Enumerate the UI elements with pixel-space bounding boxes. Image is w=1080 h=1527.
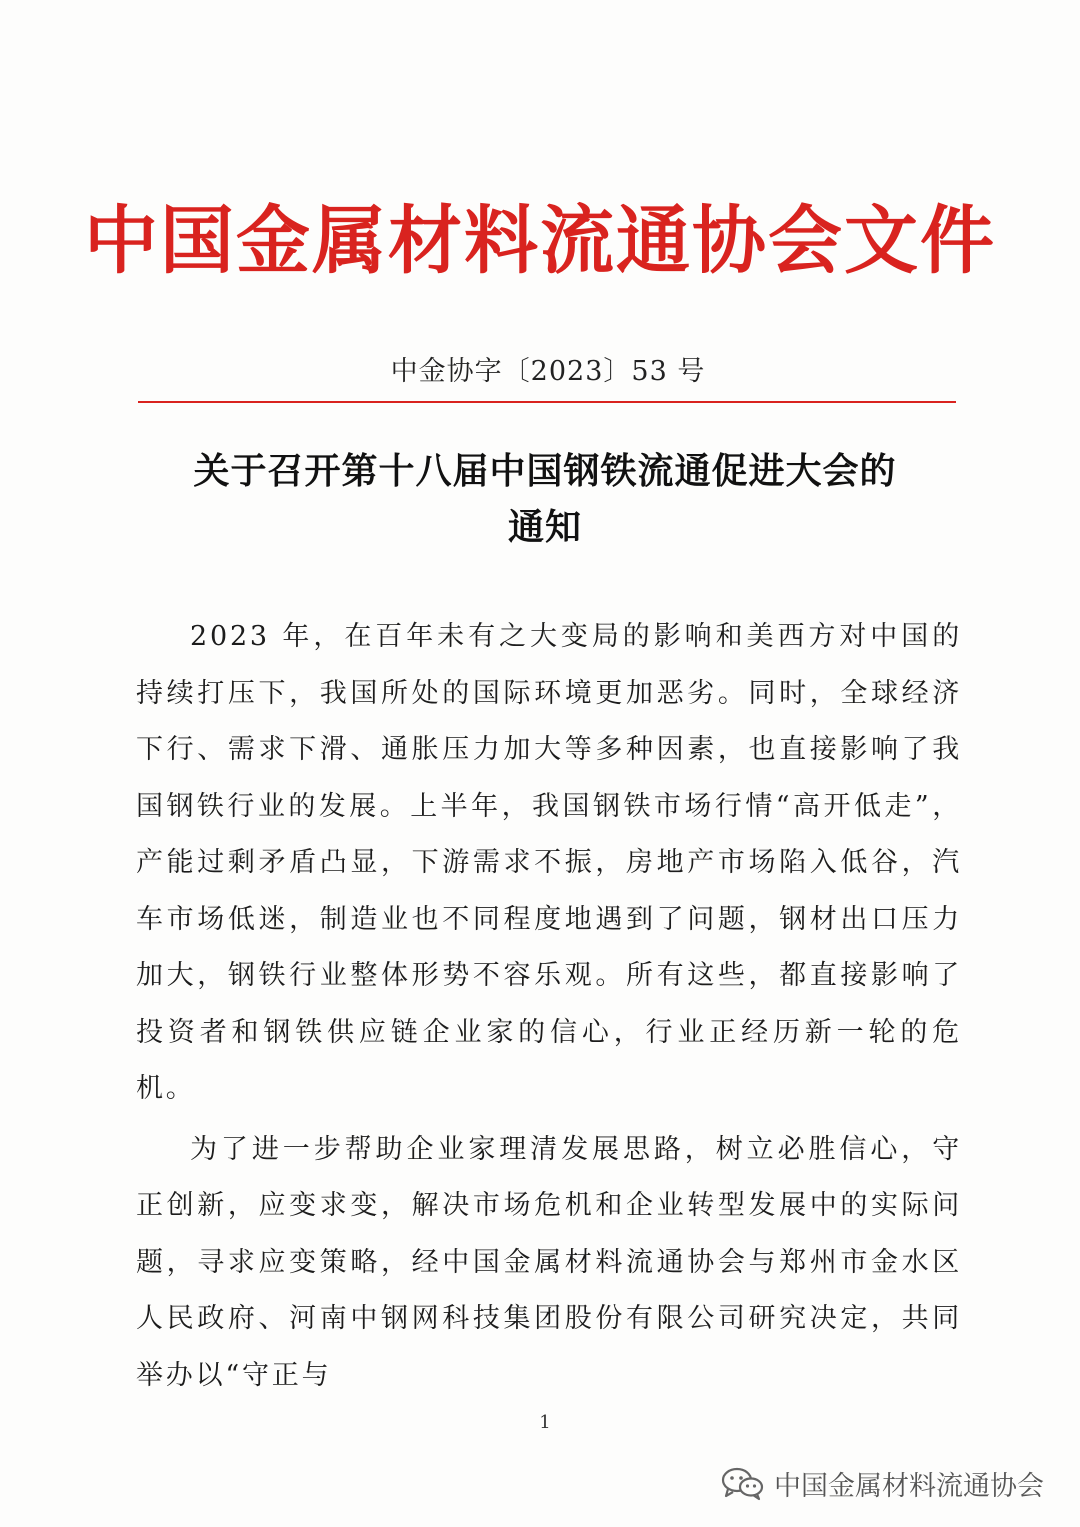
header-red-rule [138, 401, 956, 403]
watermark-text: 中国金属材料流通协会 [774, 1470, 1044, 1502]
body-paragraph-1: 2023 年，在百年未有之大变局的影响和美西方对中国的持续打压下，我国所处的国际环境更加恶劣。同时，全球经济下行、需求下滑、通胀压力加大等多种因素，也直接影响了我国钢铁行业的发展。上半年，我国钢铁市场行情“高开低走”，产能过剩矛盾凸显，下游需求不振，房地产市场陷入低谷，汽车市场低迷，制造业也不同程度地遇到了问题，钢材出口压力加大，钢铁行业整体形势不容乐观。所有这些，都直接影响了投资者和钢铁供应链企业家的信心，行业正经历新一轮的危机。 [136, 621, 962, 1104]
wechat-watermark [720, 1463, 1060, 1503]
page-number: 1 [539, 1412, 551, 1433]
notice-title-line-1: 关于召开第十八届中国钢铁流通促进大会的 [193, 451, 897, 492]
document-number: 中金协字〔2023〕53 号 [390, 356, 706, 387]
body-paragraph-2: 为了进一步帮助企业家理清发展思路，树立必胜信心，守正创新，应变求变，解决市场危机和企业转型发展中的实际问题，寻求应变策略，经中国金属材料流通协会与郑州市金水区人民政府、河南中钢网科技集团股份有限公司研究决定，共同举办以“守正与 [136, 1133, 962, 1391]
notice-title-line-2: 通知 [507, 507, 582, 548]
notice-title [120, 444, 970, 556]
document-header-title: 中国金属材料流通协会文件 [84, 198, 996, 284]
notice-body [136, 609, 962, 1408]
wechat-icon [720, 1465, 766, 1501]
